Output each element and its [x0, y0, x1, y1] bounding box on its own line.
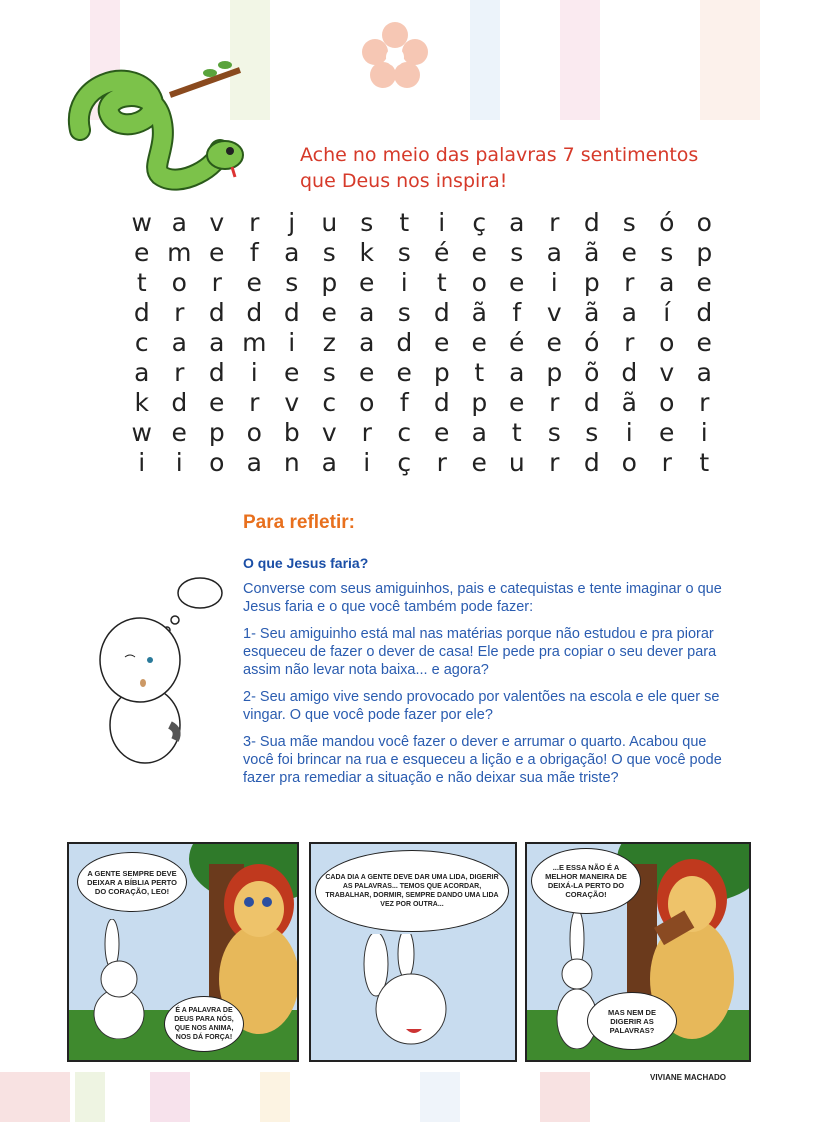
grid-letter: d [696, 298, 713, 327]
grid-letter: a [696, 358, 712, 387]
speech-bubble: ...E ESSA NÃO É A MELHOR MANEIRA DE DEIXÁ-LA PERTO DO CORAÇÃO! [531, 848, 641, 914]
grid-letter: b [283, 418, 300, 447]
grid-letter: r [361, 418, 372, 447]
grid-letter: s [322, 358, 336, 387]
grid-letter: o [209, 448, 225, 477]
grid-letter: v [284, 388, 300, 417]
grid-letter: s [397, 298, 411, 327]
grid-letter: d [396, 328, 413, 357]
grid-letter: j [288, 208, 296, 237]
grid-letter: r [549, 448, 560, 477]
grid-letter: ã [471, 298, 487, 327]
grid-letter: f [399, 388, 409, 417]
decor-stripe [700, 0, 760, 120]
grid-letter: d [246, 298, 263, 327]
grid-letter: i [250, 358, 258, 387]
grid-letter: a [659, 268, 675, 297]
grid-letter: d [208, 358, 225, 387]
grid-letter: c [322, 388, 337, 417]
rabbit-illustration [351, 934, 471, 1062]
grid-letter: k [134, 388, 149, 417]
grid-letter: e [284, 358, 300, 387]
grid-letter: d [583, 388, 600, 417]
grid-letter: e [471, 328, 487, 357]
grid-letter: v [321, 418, 337, 447]
flower-icon [360, 20, 430, 90]
grid-letter: o [696, 208, 712, 237]
situation-1: 1- Seu amiguinho está mal nas matérias porque não estudou e pra piorar esqueceu de fazer o dever de casa! Ele pede pra copiar o seu dever para assim não levar nota baixa... e agora? [243, 626, 717, 678]
grid-letter: a [171, 208, 187, 237]
grid-letter: p [546, 358, 563, 387]
grid-letter: d [621, 358, 638, 387]
grid-letter: t [474, 358, 485, 387]
speech-bubble: MAS NEM DE DIGERIR AS PALAVRAS? [587, 992, 677, 1050]
grid-letter: a [546, 238, 562, 267]
grid-letter: d [433, 298, 450, 327]
grid-letter: s [547, 418, 561, 447]
grid-letter: a [621, 298, 637, 327]
grid-letter: ç [472, 208, 487, 237]
grid-letter: v [546, 298, 562, 327]
grid-letter: r [624, 268, 635, 297]
grid-letter: ç [397, 448, 412, 477]
grid-letter: ó [584, 328, 600, 357]
grid-letter: r [174, 298, 185, 327]
grid-letter: s [585, 418, 599, 447]
grid-letter: r [549, 208, 560, 237]
decor-stripe [470, 0, 500, 120]
grid-letter: é [509, 328, 525, 357]
comic-panel-3 [525, 842, 751, 1062]
grid-letter: a [509, 208, 525, 237]
grid-letter: o [246, 418, 262, 447]
grid-letter: e [209, 238, 225, 267]
grid-letter: a [209, 328, 225, 357]
grid-letter: e [171, 418, 187, 447]
grid-letter: v [659, 358, 675, 387]
grid-letter: v [209, 208, 225, 237]
grid-letter: í [663, 298, 671, 327]
grid-letter: i [550, 268, 558, 297]
grid-letter: f [249, 238, 259, 267]
grid-letter: e [434, 328, 450, 357]
grid-letter: s [510, 238, 524, 267]
grid-letter: i [700, 418, 708, 447]
grid-letter: e [471, 448, 487, 477]
grid-letter: r [436, 448, 447, 477]
grid-letter: a [246, 448, 262, 477]
speech-bubble: É A PALAVRA DE DEUS PARA NÓS, QUE NOS ANIMA, NOS DÁ FORÇA! [164, 996, 244, 1052]
grid-letter: õ [584, 358, 600, 387]
grid-letter: c [397, 418, 412, 447]
word-search-grid [123, 208, 723, 478]
grid-letter: d [583, 208, 600, 237]
grid-letter: e [359, 358, 375, 387]
grid-letter: a [359, 298, 375, 327]
grid-letter: o [359, 388, 375, 417]
grid-letter: t [699, 448, 710, 477]
grid-letter: e [321, 298, 337, 327]
grid-letter: i [138, 448, 146, 477]
grid-letter: ó [659, 208, 675, 237]
grid-letter: d [133, 298, 150, 327]
grid-letter: ã [621, 388, 637, 417]
intro-paragraph: Converse com seus amiguinhos, pais e catequistas e tente imaginar o que Jesus faria e o que você também pode fazer: [243, 581, 722, 615]
grid-letter: t [136, 268, 147, 297]
grid-letter: p [433, 358, 450, 387]
grid-letter: p [583, 268, 600, 297]
grid-letter: w [131, 418, 152, 447]
grid-letter: s [660, 238, 674, 267]
grid-letter: t [436, 268, 447, 297]
grid-letter: e [246, 268, 262, 297]
grid-letter: e [471, 238, 487, 267]
grid-letter: o [621, 448, 637, 477]
grid-letter: d [208, 298, 225, 327]
grid-letter: r [624, 328, 635, 357]
reflect-heading: Para refletir: [243, 512, 355, 533]
grid-letter: é [434, 238, 450, 267]
grid-letter: m [242, 328, 267, 357]
situation-2: 2- Seu amigo vive sendo provocado por valentões na escola e ele quer se vingar. O que você pode fazer por ele? [243, 689, 720, 723]
grid-letter: w [131, 208, 152, 237]
grid-letter: u [508, 448, 525, 477]
speech-bubble: A GENTE SEMPRE DEVE DEIXAR A BÍBLIA PERTO DO CORAÇÃO, LEO! [77, 852, 187, 912]
situation-3: 3- Sua mãe mandou você fazer o dever e arrumar o quarto. Acabou que você foi brincar na rua e esqueceu a lição e a obrigação! O que você pode fazer pra remediar a situação e não deixar sua mãe triste? [243, 734, 722, 786]
question-heading: O que Jesus faria? [243, 555, 369, 571]
grid-letter: r [249, 388, 260, 417]
rabbit-illustration [84, 919, 154, 1039]
grid-letter: r [549, 388, 560, 417]
grid-letter: s [322, 238, 336, 267]
grid-letter: a [359, 328, 375, 357]
grid-letter: r [699, 388, 710, 417]
grid-letter: e [509, 268, 525, 297]
grid-letter: a [134, 358, 150, 387]
grid-letter: e [546, 328, 562, 357]
grid-letter: z [322, 328, 336, 357]
grid-letter: s [285, 268, 299, 297]
grid-letter: p [696, 238, 713, 267]
grid-letter: o [171, 268, 187, 297]
grid-letter: c [134, 328, 149, 357]
grid-letter: o [659, 388, 675, 417]
grid-letter: a [171, 328, 187, 357]
grid-letter: a [471, 418, 487, 447]
grid-letter: i [363, 448, 371, 477]
grid-letter: e [359, 268, 375, 297]
grid-letter: e [209, 388, 225, 417]
grid-letter: d [171, 388, 188, 417]
speech-bubble: CADA DIA A GENTE DEVE DAR UMA LIDA, DIGERIR AS PALAVRAS... TEMOS QUE ACORDAR, TRABALHAR, DORMIR, SEMPRE DANDO UMA LIDA VEZ POR OUTRA... [315, 850, 509, 932]
grid-letter: d [433, 388, 450, 417]
grid-letter: u [321, 208, 338, 237]
grid-letter: s [622, 208, 636, 237]
grid-letter: i [400, 268, 408, 297]
grid-letter: o [471, 268, 487, 297]
grid-letter: t [399, 208, 410, 237]
grid-letter: n [283, 448, 300, 477]
comic-panel-1 [67, 842, 299, 1062]
snake-illustration [60, 55, 250, 195]
grid-letter: k [359, 238, 374, 267]
grid-letter: i [288, 328, 296, 357]
grid-letter: e [434, 418, 450, 447]
reflection-text [243, 580, 723, 796]
grid-letter: e [696, 268, 712, 297]
grid-letter: t [511, 418, 522, 447]
grid-letter: r [211, 268, 222, 297]
grid-letter: e [509, 388, 525, 417]
grid-letter: m [167, 238, 192, 267]
grid-letter: e [396, 358, 412, 387]
grid-letter: i [175, 448, 183, 477]
grid-letter: p [471, 388, 488, 417]
title-line-1: Ache no meio das palavras 7 sentimentos [300, 144, 699, 166]
grid-letter: p [321, 268, 338, 297]
grid-letter: p [208, 418, 225, 447]
grid-letter: r [174, 358, 185, 387]
grid-letter: i [438, 208, 446, 237]
lamb-illustration [95, 565, 230, 770]
grid-letter: r [249, 208, 260, 237]
author-credit: VIVIANE MACHADO [650, 1073, 727, 1082]
grid-letter: e [696, 328, 712, 357]
grid-letter: e [134, 238, 150, 267]
grid-letter: i [625, 418, 633, 447]
grid-letter: s [397, 238, 411, 267]
title-line-2: que Deus nos inspira! [300, 170, 508, 192]
grid-letter: s [360, 208, 374, 237]
grid-letter: d [283, 298, 300, 327]
comic-panel-2 [309, 842, 517, 1062]
grid-letter: r [661, 448, 672, 477]
grid-letter: e [621, 238, 637, 267]
grid-letter: o [659, 328, 675, 357]
grid-letter: a [321, 448, 337, 477]
grid-letter: e [659, 418, 675, 447]
activity-title [300, 142, 698, 194]
grid-letter: a [509, 358, 525, 387]
grid-letter: d [583, 448, 600, 477]
decor-stripe [560, 0, 600, 120]
grid-letter: f [512, 298, 522, 327]
grid-letter: ã [584, 298, 600, 327]
grid-letter: ã [584, 238, 600, 267]
grid-letter: a [284, 238, 300, 267]
